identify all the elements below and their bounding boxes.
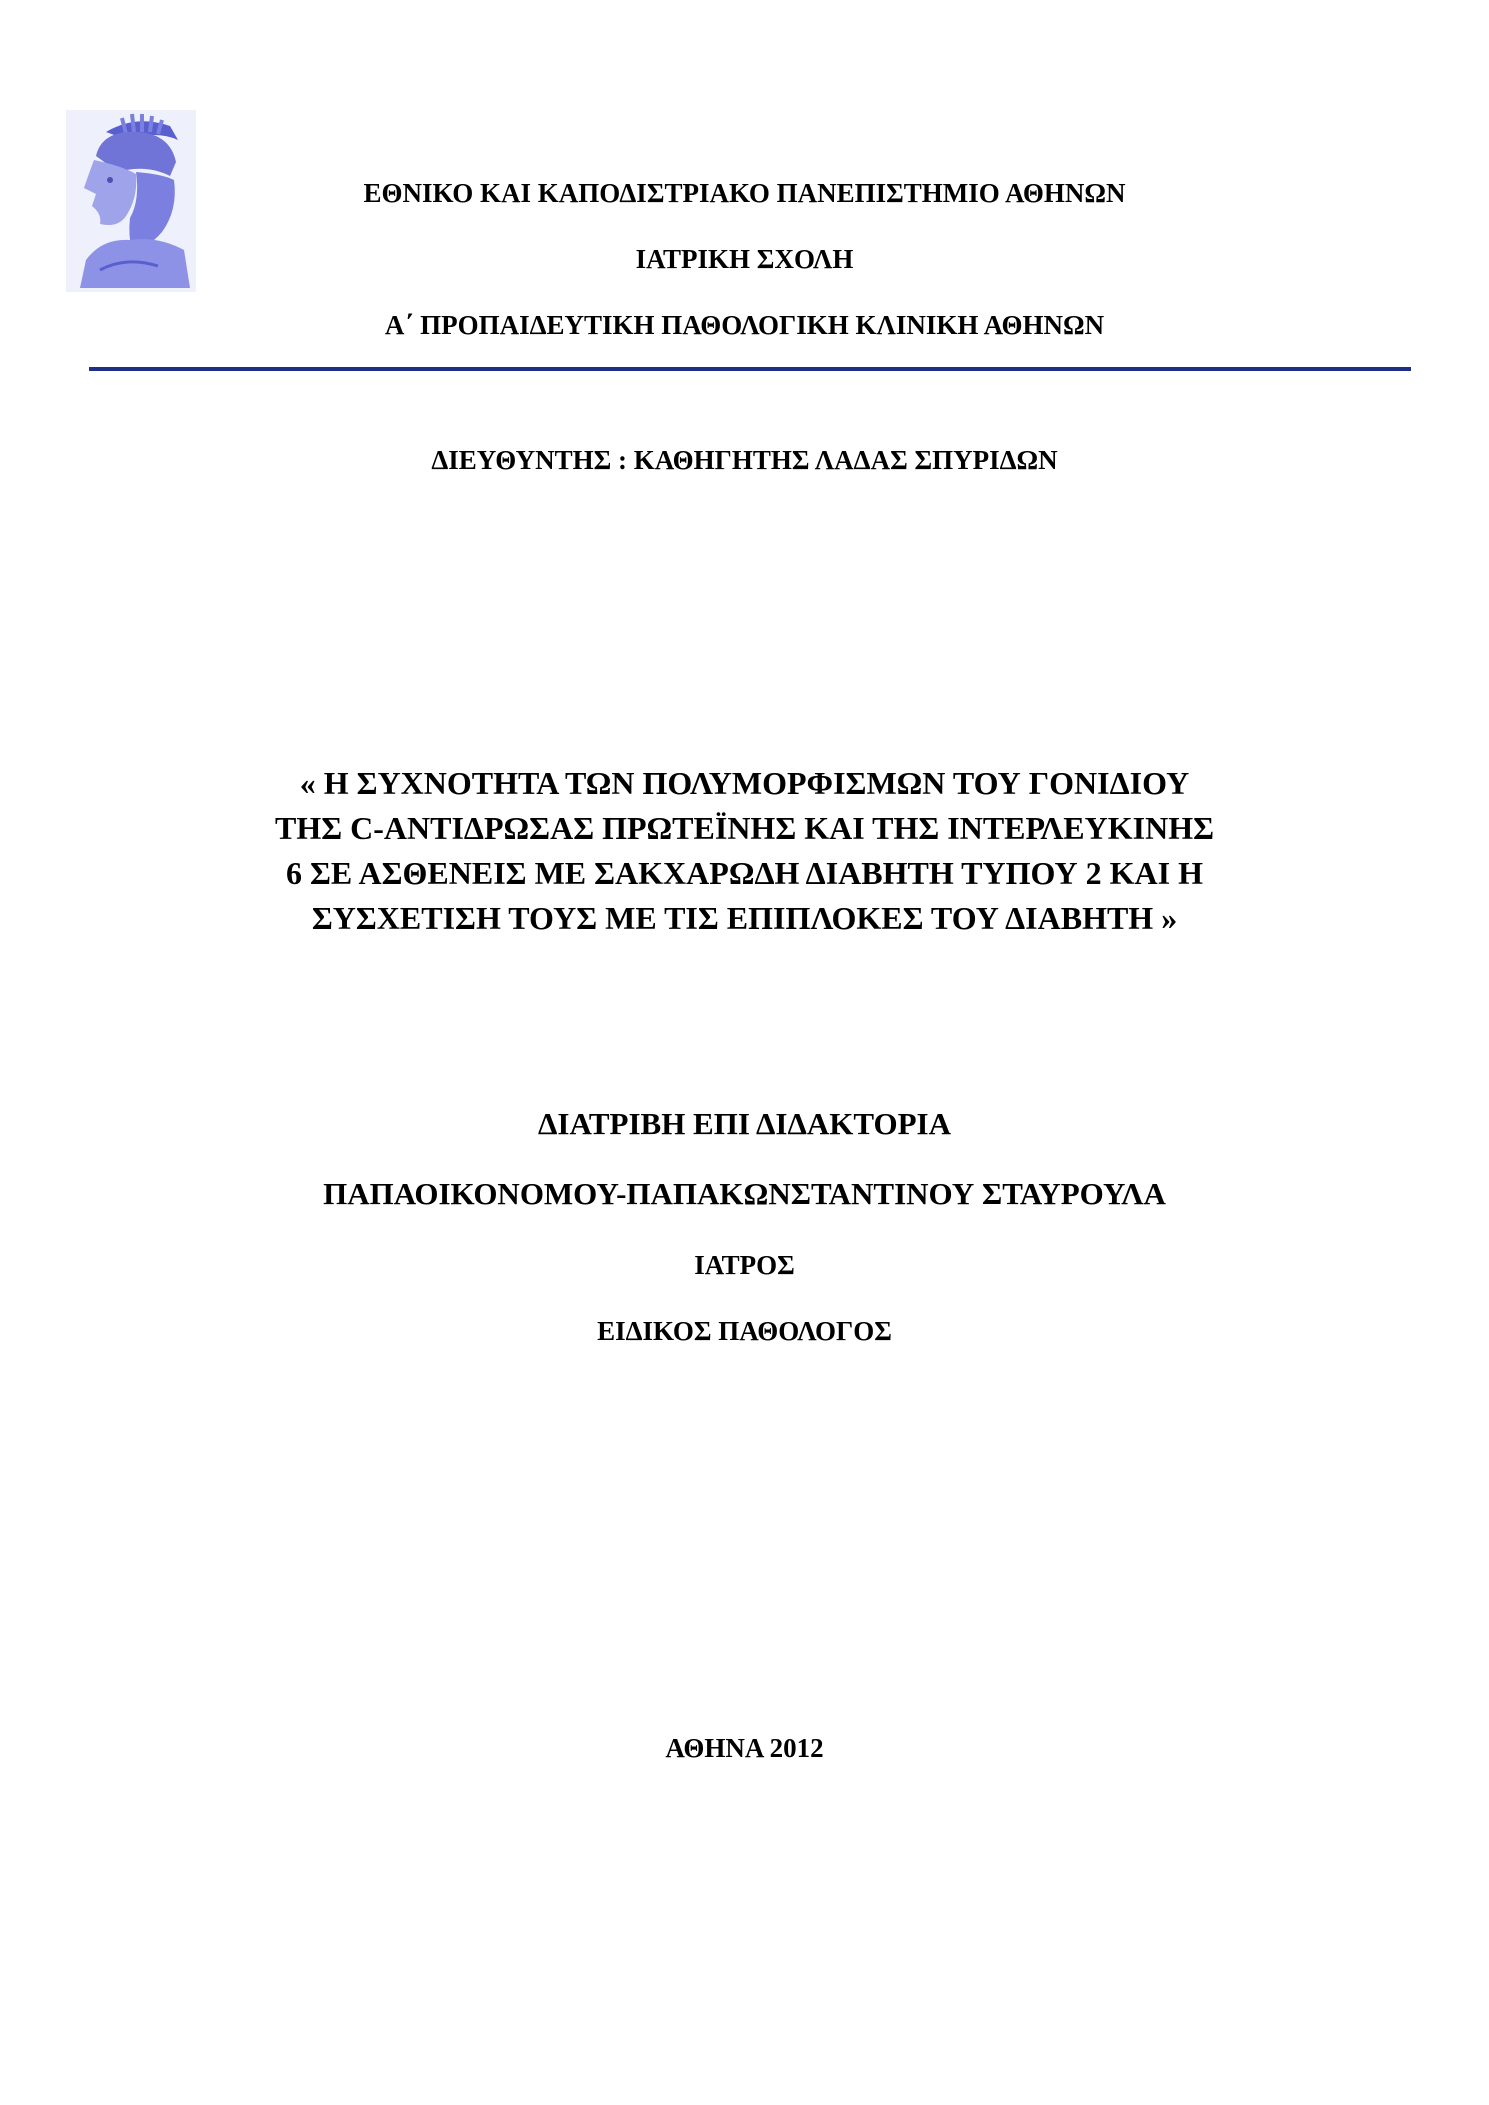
title-line: « Η ΣΥΧΝΟΤΗΤΑ ΤΩΝ ΠΟΛΥΜΟΡΦΙΣΜΩΝ ΤΟΥ ΓΟΝΙΔΙΟΥ	[299, 765, 1190, 801]
author-name: ΠΑΠΑΟΙΚΟΝΟΜΟΥ-ΠΑΠΑΚΩΝΣΤΑΝΤΙΝΟΥ ΣΤΑΥΡΟΥΛΑ	[323, 1176, 1166, 1211]
title-line: ΤΗΣ C-ΑΝΤΙΔΡΩΣΑΣ ΠΡΩΤΕΪΝΗΣ ΚΑΙ ΤΗΣ ΙΝΤΕΡΛΕΥΚΙΝΗΣ	[274, 810, 1215, 846]
school-name: ΙΑΤΡΙΚΗ ΣΧΟΛΗ	[635, 244, 854, 274]
author-profession: ΙΑΤΡΟΣ	[694, 1250, 795, 1280]
thesis-title	[0, 761, 1489, 941]
author-specialty: ΕΙΔΙΚΟΣ ΠΑΘΟΛΟΓΟΣ	[597, 1316, 892, 1346]
title-line: ΣΥΣΧΕΤΙΣΗ ΤΟΥΣ ΜΕ ΤΙΣ ΕΠΙΠΛΟΚΕΣ ΤΟΥ ΔΙΑΒΗΤΗ »	[311, 900, 1178, 936]
place-year: ΑΘΗΝΑ 2012	[665, 1733, 824, 1763]
clinic-name: Α΄ ΠΡΟΠΑΙΔΕΥΤΙΚΗ ΠΑΘΟΛΟΓΙΚΗ ΚΛΙΝΙΚΗ ΑΘΗΝΩΝ	[384, 310, 1105, 340]
header-divider	[89, 367, 1411, 371]
director-line: ΔΙΕΥΘΥΝΤΗΣ : ΚΑΘΗΓΗΤΗΣ ΛΑΔΑΣ ΣΠΥΡΙΔΩΝ	[431, 445, 1058, 475]
thesis-type: ΔΙΑΤΡΙΒΗ ΕΠΙ ΔΙΔΑΚΤΟΡΙΑ	[537, 1106, 952, 1141]
title-line: 6 ΣΕ ΑΣΘΕΝΕΙΣ ΜΕ ΣΑΚΧΑΡΩΔΗ ΔΙΑΒΗΤΗ ΤΥΠΟΥ 2 ΚΑΙ Η	[285, 855, 1203, 891]
university-name: ΕΘΝΙΚΟ ΚΑΙ ΚΑΠΟΔΙΣΤΡΙΑΚΟ ΠΑΝΕΠΙΣΤΗΜΙΟ ΑΘΗΝΩΝ	[363, 178, 1126, 208]
